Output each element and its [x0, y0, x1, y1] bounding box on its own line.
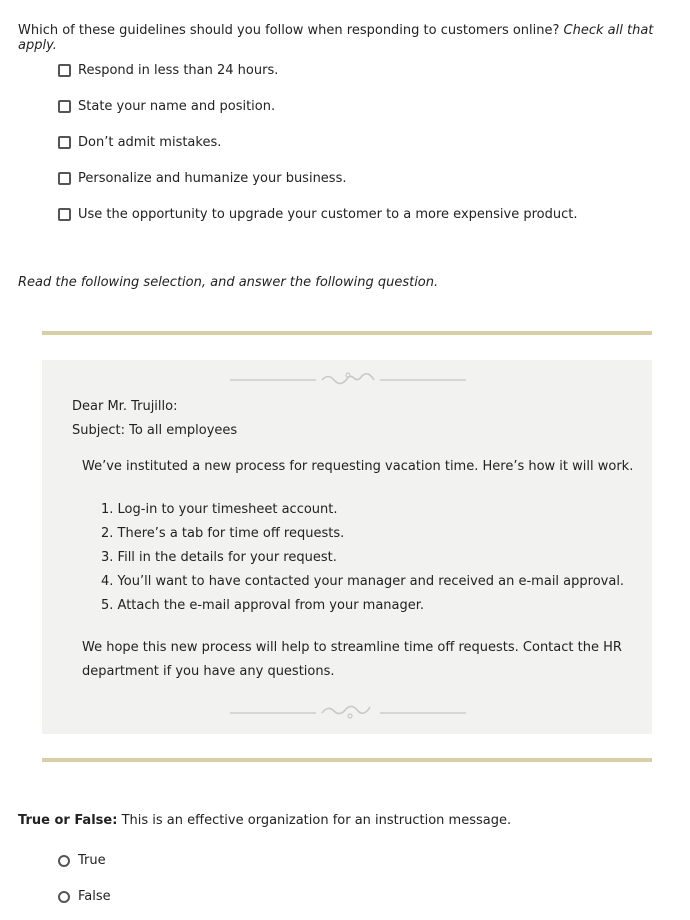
checkbox-option-5[interactable] [58, 207, 577, 222]
radio-button[interactable] [58, 855, 70, 867]
steps-list [101, 498, 624, 618]
option-label: Respond in less than 24 hours. [78, 63, 279, 78]
question-2-text: This is an effective organization for an instruction message. [121, 813, 512, 828]
option-label: Use the opportunity to upgrade your customer to a more expensive product. [78, 207, 578, 222]
step-item [101, 546, 624, 570]
step-number: 4. [101, 574, 114, 589]
step-item [101, 522, 624, 546]
option-label: Personalize and humanize your business. [78, 171, 347, 186]
top-divider-rule [42, 331, 652, 335]
checkbox-option-4[interactable] [58, 171, 347, 186]
flourish-ornament-bottom-icon [230, 703, 466, 723]
checkbox-option-1[interactable] [58, 63, 278, 78]
question-1-prompt [18, 23, 690, 53]
radio-button[interactable] [58, 891, 70, 903]
step-text: You’ll want to have contacted your manager and received an e-mail approval. [117, 574, 625, 589]
step-number: 1. [101, 502, 114, 517]
checkbox[interactable] [58, 172, 71, 185]
step-number: 3. [101, 550, 114, 565]
checkbox[interactable] [58, 136, 71, 149]
question-1-instruction: Check all that apply. [18, 23, 654, 53]
letter-subject: Subject: To all employees [72, 423, 238, 438]
step-item [101, 570, 624, 594]
question-2-prompt [18, 813, 511, 828]
letter-salutation: Dear Mr. Trujillo: [72, 399, 178, 414]
option-label: False [78, 889, 111, 904]
flourish-ornament-top-icon [230, 370, 466, 390]
checkbox[interactable] [58, 64, 71, 77]
question-2-label: True or False: [18, 813, 118, 828]
step-text: Attach the e-mail approval from your manager. [117, 598, 425, 613]
option-label: State your name and position. [78, 99, 276, 114]
step-text: There’s a tab for time off requests. [117, 526, 345, 541]
step-text: Fill in the details for your request. [117, 550, 337, 565]
question-1-text: Which of these guidelines should you follow when responding to customers online? [18, 23, 560, 38]
checkbox-option-2[interactable] [58, 99, 275, 114]
step-item [101, 594, 624, 618]
option-label: Don’t admit mistakes. [78, 135, 222, 150]
reading-instruction: Read the following selection, and answer the following question. [18, 275, 439, 290]
bottom-divider-rule [42, 758, 652, 762]
letter-intro: We’ve instituted a new process for requesting vacation time. Here’s how it will work. [82, 459, 634, 474]
letter-closing: We hope this new process will help to streamline time off requests. Contact the HR department if you have any questions. [82, 640, 622, 679]
checkbox[interactable] [58, 208, 71, 221]
step-text: Log-in to your timesheet account. [117, 502, 338, 517]
radio-option-true[interactable] [58, 853, 106, 868]
step-number: 5. [101, 598, 114, 613]
checkbox-option-3[interactable] [58, 135, 221, 150]
step-number: 2. [101, 526, 114, 541]
step-item [101, 498, 624, 522]
option-label: True [78, 853, 106, 868]
checkbox[interactable] [58, 100, 71, 113]
radio-option-false[interactable] [58, 889, 111, 904]
